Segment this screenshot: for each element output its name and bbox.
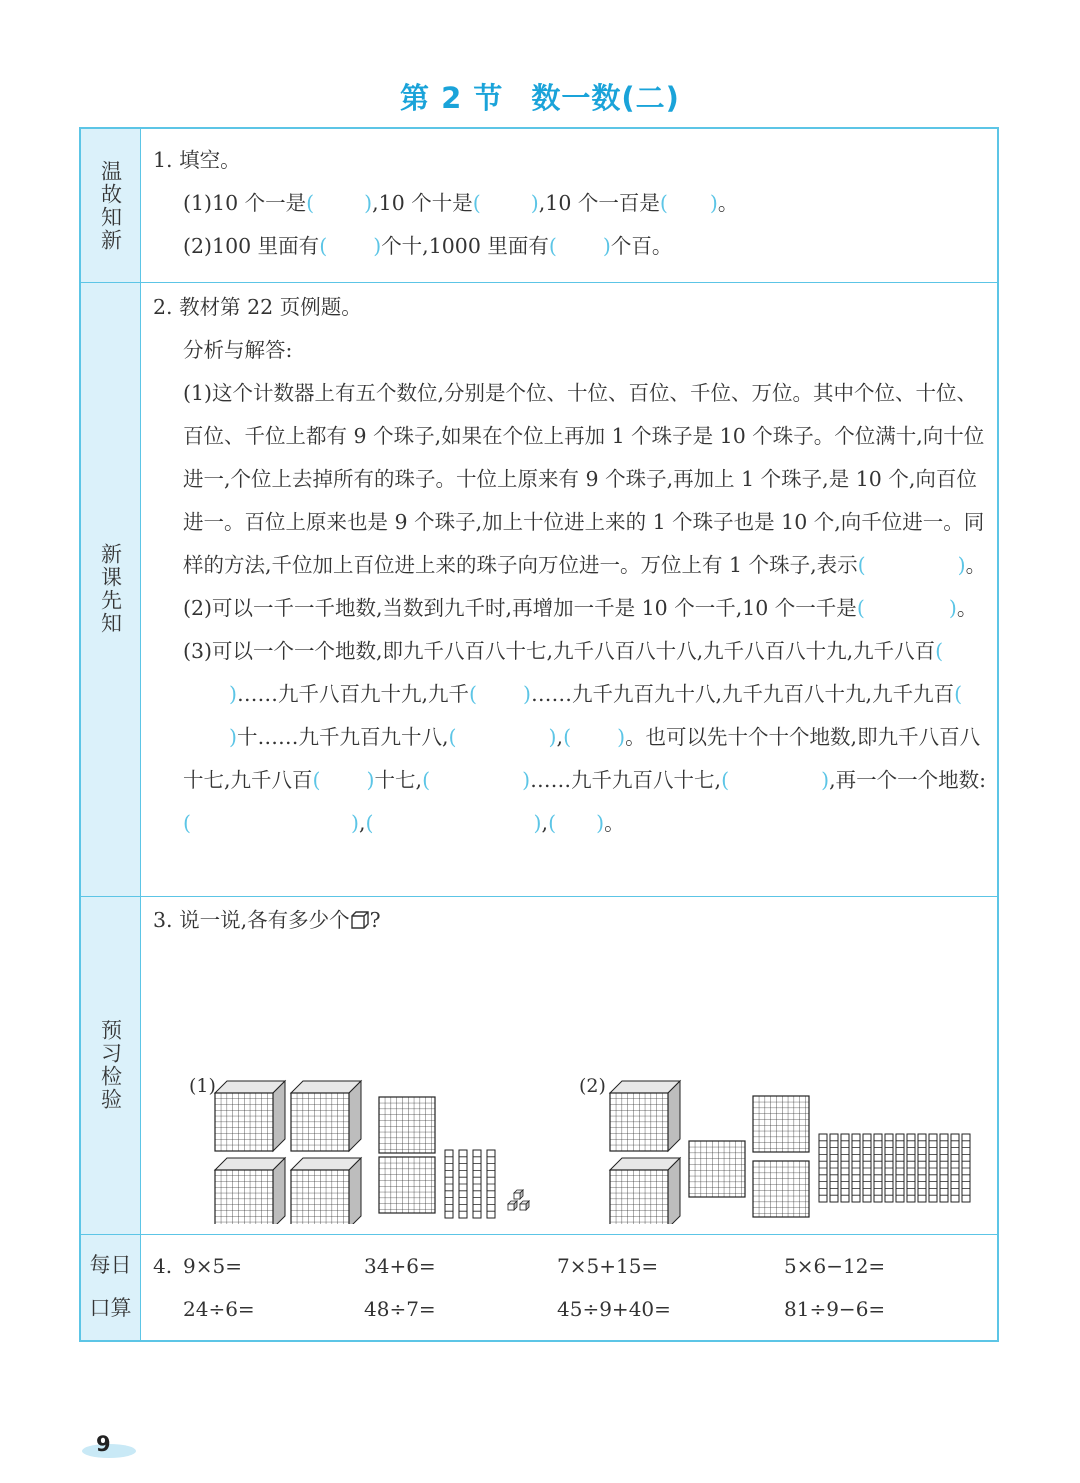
q2-paragraph-3: (3)可以一个一个地数,即九千八百八十七,九千八百八十八,九千八百八十九,九千八百()……九千八百九十九,九千( )……九千九百九十八,九千九百八十九,九千九百()十……九千九百九十八,( ),( )。也可以先十个十个地数,即九千八百八十七,九千八百( )十七,( )……九千九百八十七,( ),再一个一个地数:( ),( ),( )。 bbox=[183, 639, 987, 835]
divider bbox=[81, 896, 997, 897]
question-3 bbox=[153, 899, 987, 942]
hundred-flat bbox=[379, 1097, 435, 1153]
page-number: 9 bbox=[96, 1432, 111, 1456]
ten-rod bbox=[940, 1134, 948, 1202]
figure-1-label: (1) bbox=[189, 1075, 216, 1097]
hundred-flat bbox=[379, 1157, 435, 1213]
page-title bbox=[0, 76, 1080, 117]
hundred-flat bbox=[689, 1141, 745, 1197]
ten-rod bbox=[918, 1134, 926, 1202]
q2-subheading: 分析与解答: bbox=[183, 338, 293, 362]
ten-rod bbox=[487, 1150, 495, 1218]
side-label-new bbox=[81, 282, 141, 896]
ten-rod bbox=[951, 1134, 959, 1202]
ten-rod bbox=[473, 1150, 481, 1218]
ten-rod bbox=[929, 1134, 937, 1202]
divider bbox=[81, 282, 997, 283]
calc-item: 9×5= bbox=[183, 1254, 242, 1278]
ten-rod bbox=[819, 1134, 827, 1202]
ten-rod bbox=[962, 1134, 970, 1202]
cube-icon bbox=[350, 910, 370, 930]
q2-heading: 2. 教材第 22 页例题。 bbox=[153, 295, 362, 319]
calc-item: 5×6−12= bbox=[784, 1254, 886, 1278]
calc-item: 24÷6= bbox=[183, 1297, 255, 1321]
ten-rods-group bbox=[819, 1134, 970, 1202]
divider bbox=[81, 1234, 997, 1235]
q4-number: 4. bbox=[153, 1254, 173, 1278]
preview-label: 预习检验 bbox=[98, 1019, 123, 1111]
ten-rod bbox=[459, 1150, 467, 1218]
ten-rod bbox=[841, 1134, 849, 1202]
thousand-cube bbox=[610, 1081, 680, 1151]
section-name: 数一数(二) bbox=[531, 81, 680, 115]
ten-rod bbox=[885, 1134, 893, 1202]
page-number-badge bbox=[78, 1430, 134, 1462]
unit-cube bbox=[520, 1201, 529, 1210]
calc-item: 81÷9−6= bbox=[784, 1297, 886, 1321]
q2-paragraph-2: (2)可以一千一千地数,当数到九千时,再增加一千是 10 个一千,10 个一千是( )。 bbox=[183, 596, 978, 620]
thousand-cube bbox=[215, 1081, 285, 1151]
q2-paragraph-1: (1)这个计数器上有五个数位,分别是个位、十位、百位、千位、万位。其中个位、十位、百位、千位上都有 9 个珠子,如果在个位上再加 1 个珠子是 10 个珠子。个位满十,向十位进一,个位上去掉所有的珠子。十位上原来有 9 个珠子,再加上 1 个珠子,是 10 个,向百位进一。百位上原来也是 9 个珠子,加上十位进上来的 1 个珠子也是 10 个,向千位进一。同样的方法,千位加上百位进上来的珠子向万位进一。万位上有 1 个珠子,表示( )。 bbox=[183, 381, 987, 577]
unit-cube bbox=[508, 1201, 517, 1210]
question-2 bbox=[153, 286, 987, 845]
q1-line-1: (1)10 个一是( ),10 个十是( ),10 个一百是( )。 bbox=[183, 191, 739, 215]
q1-line-2: (2)100 里面有( )个十,1000 里面有( )个百。 bbox=[183, 234, 673, 258]
ten-rod bbox=[896, 1134, 904, 1202]
unit-cube bbox=[514, 1190, 523, 1199]
thousand-cube bbox=[291, 1081, 361, 1151]
ten-rod bbox=[445, 1150, 453, 1218]
calc-item: 48÷7= bbox=[364, 1297, 436, 1321]
calc-item: 34+6= bbox=[364, 1254, 436, 1278]
thousand-cube bbox=[215, 1158, 285, 1224]
figure-2-label: (2) bbox=[579, 1075, 606, 1097]
ten-rod bbox=[852, 1134, 860, 1202]
base-ten-blocks-figure bbox=[141, 944, 996, 1224]
thousand-cube bbox=[610, 1158, 680, 1224]
q3-heading: 3. 说一说,各有多少个 ? bbox=[153, 908, 381, 932]
side-label-preview bbox=[81, 896, 141, 1234]
ten-rod bbox=[830, 1134, 838, 1202]
new-label: 新课先知 bbox=[98, 543, 123, 635]
ten-rod bbox=[874, 1134, 882, 1202]
hundred-flat bbox=[753, 1161, 809, 1217]
ten-rod bbox=[907, 1134, 915, 1202]
daily-label-1: 每日 bbox=[89, 1253, 132, 1277]
side-label-review bbox=[81, 129, 141, 282]
daily-label-2: 口算 bbox=[89, 1296, 132, 1320]
hundred-flat bbox=[753, 1096, 809, 1152]
review-label: 温故知新 bbox=[98, 159, 123, 252]
section-number: 第 2 节 bbox=[400, 81, 504, 115]
worksheet-frame bbox=[79, 127, 999, 1342]
question-1 bbox=[153, 139, 987, 268]
thousand-cube bbox=[291, 1158, 361, 1224]
ten-rod bbox=[863, 1134, 871, 1202]
side-label-daily bbox=[81, 1234, 141, 1340]
calc-item: 45÷9+40= bbox=[557, 1297, 671, 1321]
calc-item: 7×5+15= bbox=[557, 1254, 659, 1278]
q1-heading: 1. 填空。 bbox=[153, 148, 241, 172]
